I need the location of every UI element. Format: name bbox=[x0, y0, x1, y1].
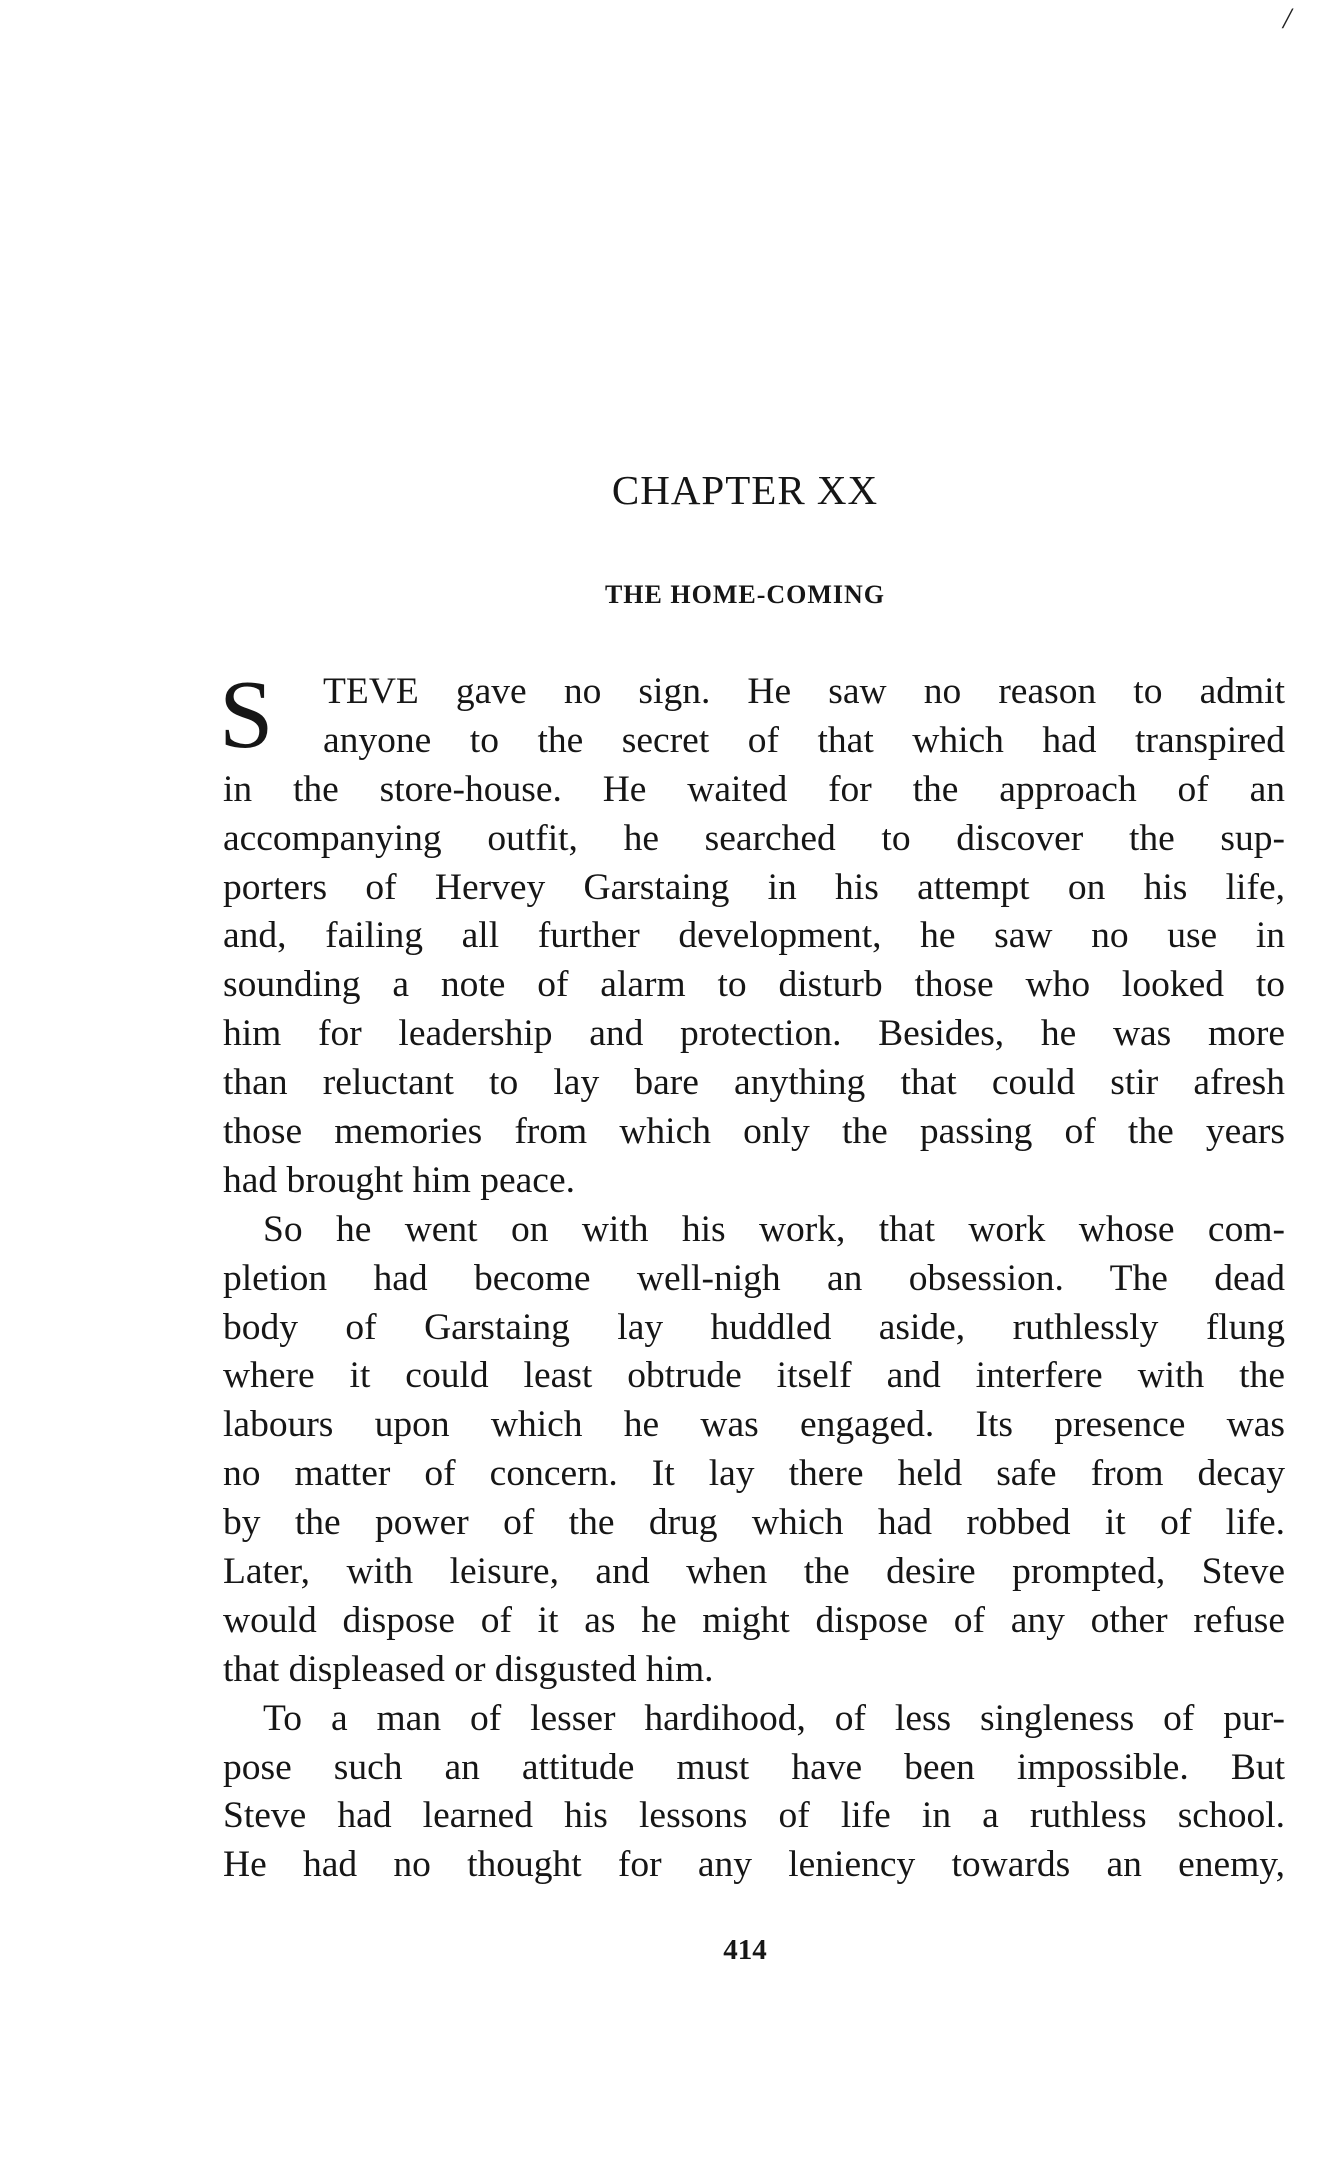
text-line: pletion had become well-nigh an obsession. The dead bbox=[223, 1257, 1285, 1299]
text-line: those memories from which only the passing of the years bbox=[223, 1111, 1285, 1153]
text-line: To a man of lesser hardihood, of less singleness of pur- bbox=[263, 1697, 1285, 1739]
text-line: no matter of concern. It lay there held safe from decay bbox=[223, 1453, 1285, 1495]
text-line: that displeased or disgusted him. bbox=[223, 1648, 714, 1690]
text-line: than reluctant to lay bare anything that could stir afresh bbox=[223, 1062, 1285, 1104]
text-line: and, failing all further development, he saw no use in bbox=[223, 915, 1285, 957]
paragraph-2 bbox=[223, 1206, 1285, 1695]
body-text bbox=[219, 661, 1285, 1890]
text-line: So he went on with his work, that work whose com- bbox=[263, 1208, 1285, 1250]
text-line: Later, with leisure, and when the desire prompted, Steve bbox=[223, 1551, 1285, 1593]
text-line: by the power of the drug which had robbed it of life. bbox=[223, 1502, 1285, 1544]
text-line: Steve had learned his lessons of life in a ruthless school. bbox=[223, 1795, 1285, 1837]
text-line: would dispose of it as he might dispose of any other refuse bbox=[223, 1599, 1285, 1641]
text-line: TEVE gave no sign. He saw no reason to admit bbox=[323, 671, 1285, 712]
text-line: in the store-house. He waited for the approach of an bbox=[223, 768, 1285, 810]
text-line: porters of Hervey Garstaing in his attempt on his life, bbox=[223, 866, 1285, 908]
paragraph-3 bbox=[223, 1695, 1285, 1891]
chapter-subtitle: THE HOME-COMING bbox=[604, 580, 886, 609]
text-line: labours upon which he was engaged. Its presence was bbox=[223, 1404, 1285, 1446]
text-line: where it could least obtrude itself and interfere with the bbox=[223, 1355, 1285, 1397]
paragraph-1 bbox=[219, 661, 1285, 1206]
text-line: anyone to the secret of that which had transpired bbox=[323, 719, 1285, 761]
text-line: He had no thought for any leniency towards an enemy, bbox=[223, 1844, 1285, 1886]
drop-cap: S bbox=[219, 661, 274, 769]
text-line: body of Garstaing lay huddled aside, ruthlessly flung bbox=[223, 1306, 1285, 1348]
text-line: sounding a note of alarm to disturb those who looked to bbox=[223, 964, 1285, 1006]
text-line: had brought him peace. bbox=[223, 1159, 575, 1201]
text-line: pose such an attitude must have been impossible. But bbox=[223, 1746, 1285, 1788]
corner-mark: / bbox=[1283, 2, 1292, 35]
chapter-title: CHAPTER XX bbox=[611, 467, 879, 513]
text-line: him for leadership and protection. Besides, he was more bbox=[223, 1013, 1285, 1055]
text-line: accompanying outfit, he searched to discover the sup- bbox=[223, 817, 1285, 859]
page-number: 414 bbox=[723, 1934, 767, 1966]
